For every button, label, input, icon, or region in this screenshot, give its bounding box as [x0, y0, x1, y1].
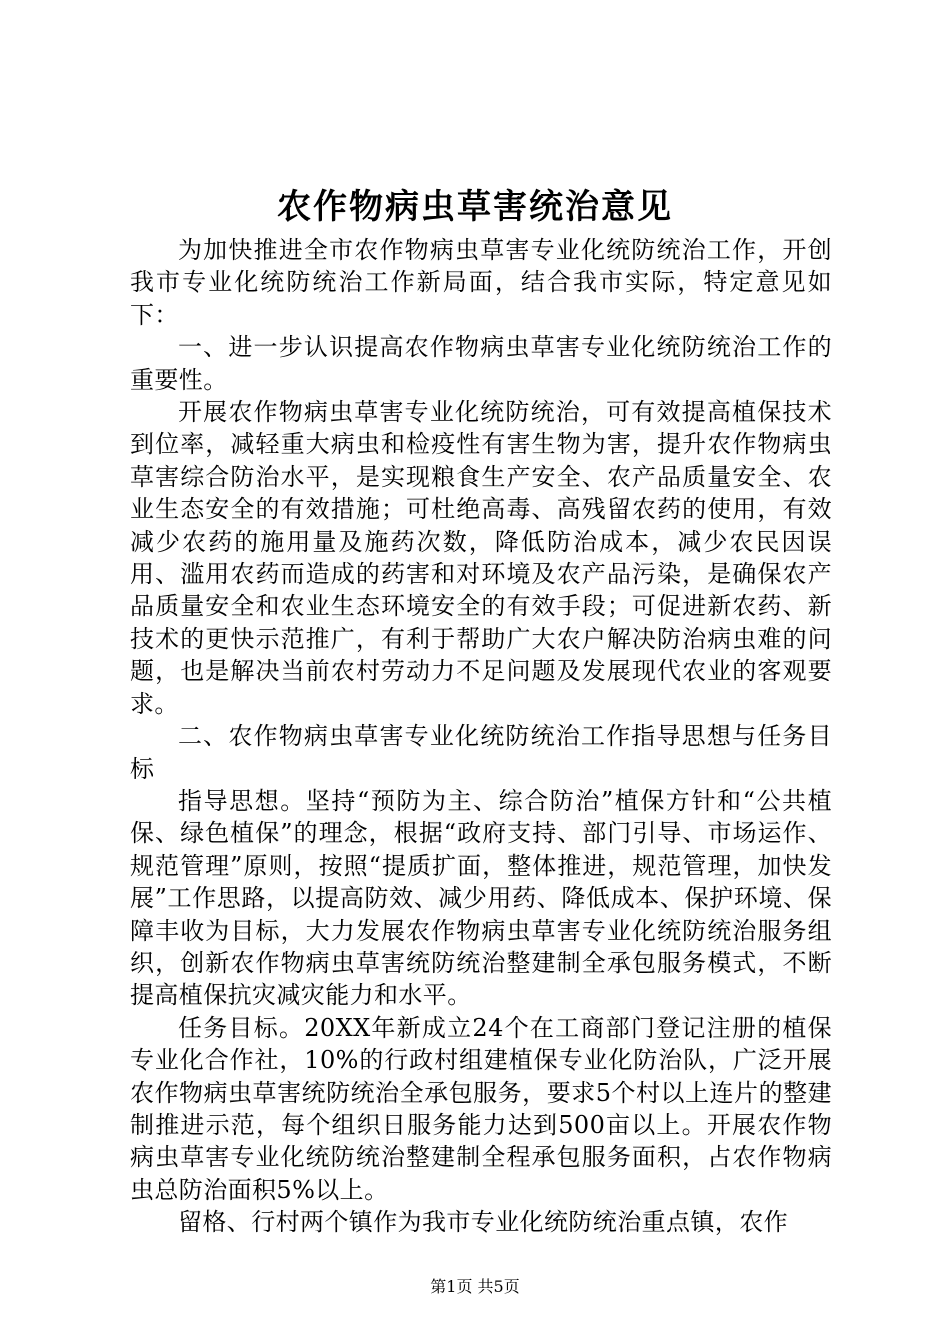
page-footer: 第1页 共5页	[430, 1277, 520, 1296]
paragraph-intro: 为加快推进全市农作物病虫草害专业化统防统治工作，开创我市专业化统防统治工作新局面，结合我市实际，特定意见如下：	[130, 236, 832, 329]
document-body	[130, 234, 832, 1239]
paragraph-guiding-thought: 指导思想。坚持“预防为主、综合防治”植保方针和“公共植保、绿色植保”的理念，根据“政府支持、部门引导、市场运作、规范管理”原则，按照“提质扩面，整体推进，规范管理，加快发展”工作思路，以提高防效、减少用药、降低成本、保护环境、保障丰收为目标，大力发展农作物病虫草害专业化统防统治服务组织，创新农作物病虫草害统防统治整建制全承包服务模式，不断提高植保抗灾减灾能力和水平。	[130, 786, 832, 1010]
paragraph-importance: 开展农作物病虫草害专业化统防统治，可有效提高植保技术到位率，减轻重大病虫和检疫性有害生物为害，提升农作物病虫草害综合防治水平，是实现粮食生产安全、农产品质量安全、农业生态安全的有效措施；可杜绝高毒、高残留农药的使用，有效减少农药的施用量及施药次数，降低防治成本，减少农民因误用、滥用农药而造成的药害和对环境及农产品污染，是确保农产品质量安全和农业生态环境安全的有效手段；可促进新农药、新技术的更快示范推广，有利于帮助广大农户解决防治病虫难的问题，也是解决当前农村劳动力不足问题及发展现代农业的客观要求。	[130, 398, 832, 718]
section-heading-1: 一、进一步认识提高农作物病虫草害专业化统防统治工作的重要性。	[130, 333, 832, 394]
paragraph-task-goals: 任务目标。20XX年新成立24个在工商部门登记注册的植保专业化合作社，10%的行政村组建植保专业化防治队，广泛开展农作物病虫草害统防统治全承包服务，要求5个村以上连片的整建制推进示范，每个组织日服务能力达到500亩以上。开展农作物病虫草害专业化统防统治整建制全程承包服务面积，占农作物病虫总防治面积5%以上。	[130, 1013, 832, 1204]
paragraph-key-towns: 留格、行村两个镇作为我市专业化统防统治重点镇，农作	[178, 1208, 788, 1237]
document-title: 农作物病虫草害统治意见	[277, 187, 673, 227]
section-heading-2: 二、农作物病虫草害专业化统防统治工作指导思想与任务目标	[130, 722, 832, 783]
